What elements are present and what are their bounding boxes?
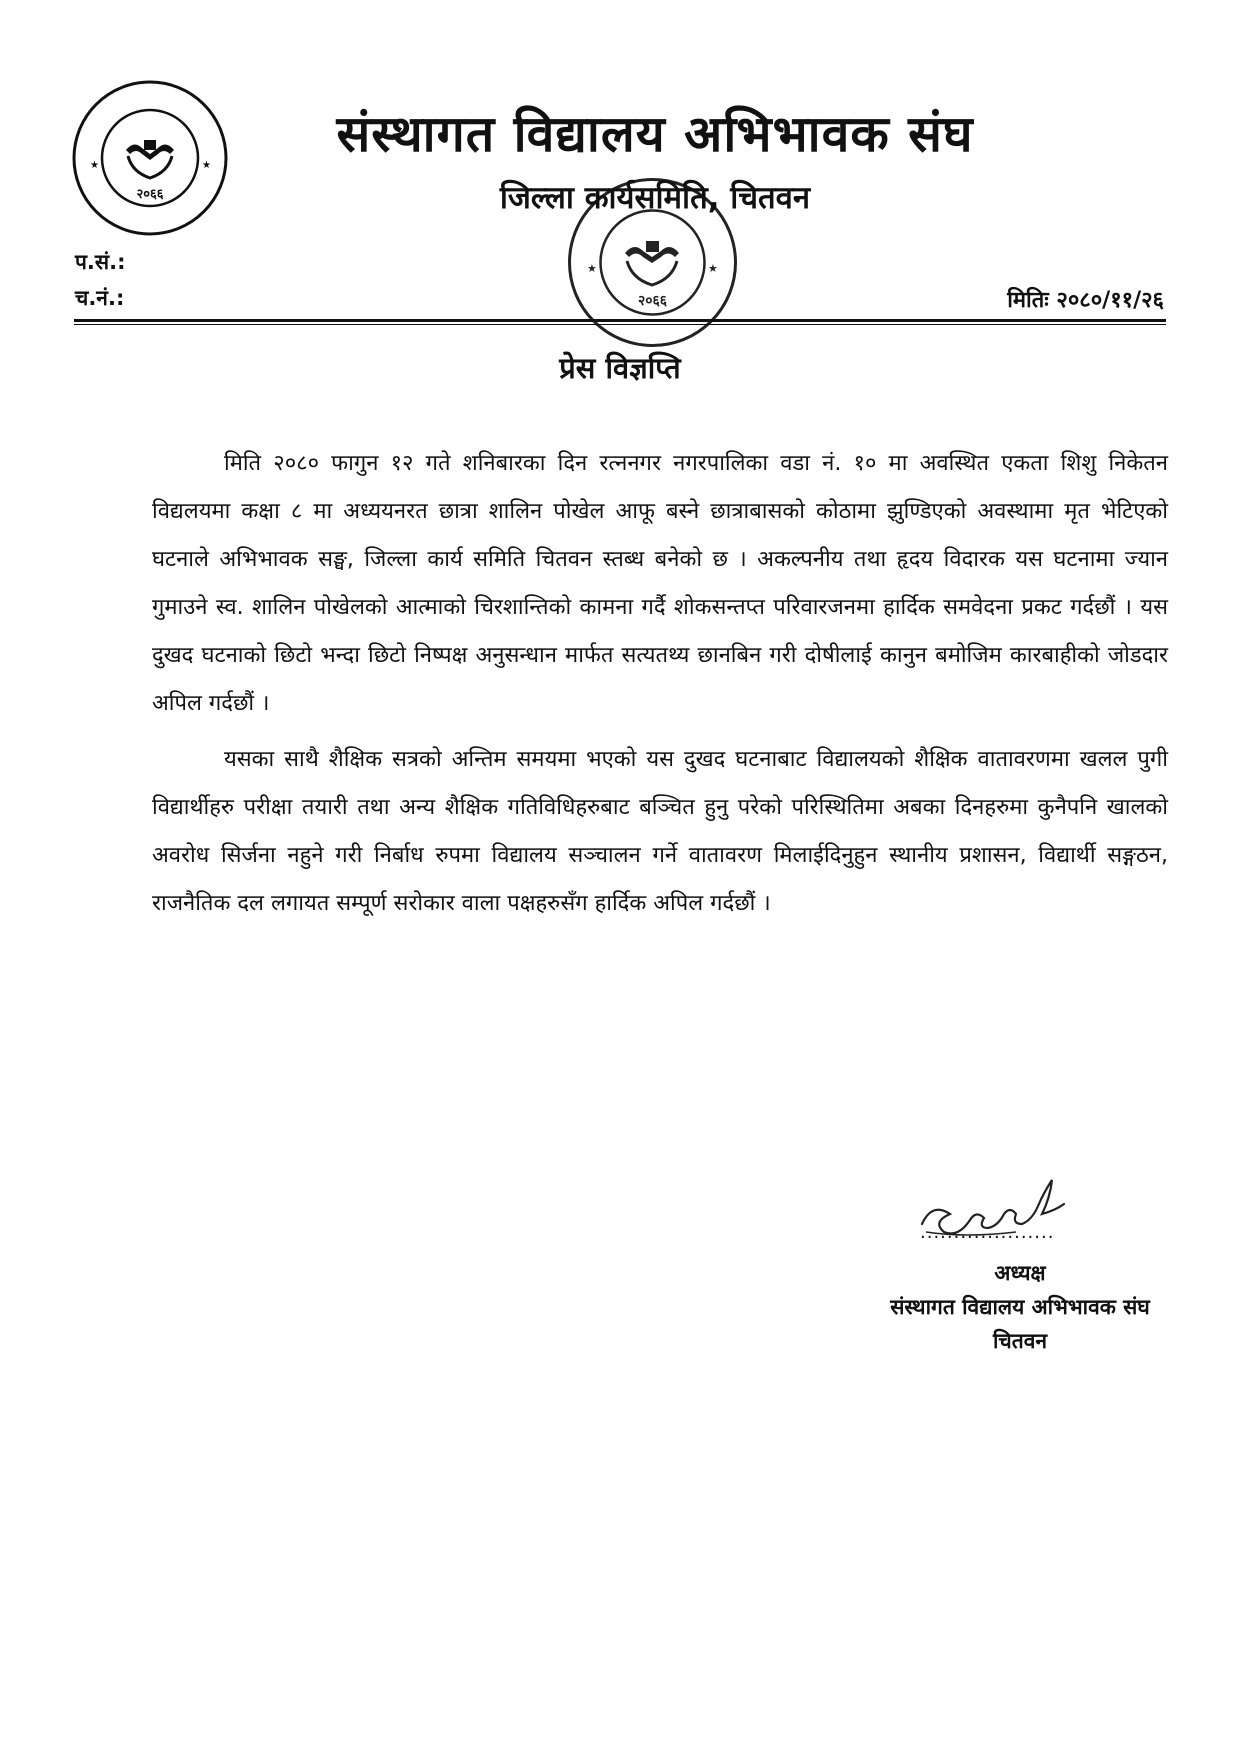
organization-logo bbox=[70, 78, 230, 238]
logo-year: २०६६ bbox=[136, 187, 164, 202]
header-divider-thin bbox=[74, 324, 1166, 325]
header-divider bbox=[74, 319, 1166, 322]
signature-line: .................... bbox=[920, 1222, 1055, 1243]
letter-date: मितिः २०८०/११/२६ bbox=[1007, 288, 1164, 313]
svg-text:★: ★ bbox=[90, 160, 99, 171]
document-title: प्रेस विज्ञप्ति bbox=[559, 351, 681, 385]
svg-text:★: ★ bbox=[587, 262, 597, 275]
svg-text:★: ★ bbox=[708, 262, 718, 275]
body-paragraph: मिति २०८० फागुन १२ गते शनिबारका दिन रत्ननगर नगरपालिका वडा नं. १० मा अवस्थित एकता शिशु निकेतन विद्यलयमा कक्षा ८ मा अध्ययनरत छात्रा शालिन पोखेल आफू बस्ने छात्राबासको कोठामा झुण्डिएको अवस्थामा मृत भेटिएको घटनाले अभिभावक सङ्घ, जिल्ला कार्य समिति चितवन स्तब्ध बनेको छ । अकल्पनीय तथा हृदय विदारक यस घटनामा ज्यान गुमाउने स्व. शालिन पोखेलको आत्माको चिरशान्तिको कामना गर्दै शोकसन्तप्त परिवारजनमा हार्दिक समवेदना प्रकट गर्दछौं । यस दुखद घटनाको छिटो भन्दा छिटो निष्पक्ष अनुसन्धान मार्फत सत्यतथ्य छानबिन गरी दोषीलाई कानुन बमोजिम कारबाहीको जोडदार अपिल गर्दछौं । bbox=[152, 451, 1168, 716]
stamp-year: २०६६ bbox=[637, 293, 668, 309]
organization-title: संस्थागत विद्यालय अभिभावक संघ bbox=[336, 105, 974, 163]
svg-text:★: ★ bbox=[202, 160, 211, 171]
letter-reference-number: प.सं.: bbox=[75, 250, 126, 274]
dispatch-number: च.नं.: bbox=[75, 286, 125, 310]
organization-subtitle: जिल्ला कार्यसमिति, चितवन bbox=[499, 180, 811, 216]
signatory-block bbox=[860, 1256, 1180, 1358]
body-paragraph: यसका साथै शैक्षिक सत्रको अन्तिम समयमा भएको यस दुखद घटनाबाट विद्यालयको शैक्षिक वातावरणमा खलल पुगी विद्यार्थीहरु परीक्षा तयारी तथा अन्य शैक्षिक गतिविधिहरुबाट बञ्चित हुनु परेको परिस्थितिमा अबका दिनहरुमा कुनैपनि खालको अवरोध सिर्जना नहुने गरी निर्बाध रुपमा विद्यालय सञ्चालन गर्ने वातावरण मिलाईदिनुहुन स्थानीय प्रशासन, विद्यार्थी सङ्गठन, राजनैतिक दल लगायत सम्पूर्ण सरोकार वाला पक्षहरुसँग हार्दिक अपिल गर्दछौं । bbox=[152, 747, 1168, 916]
press-release-body bbox=[152, 440, 1168, 936]
signatory-role: अध्यक्ष bbox=[994, 1261, 1046, 1285]
signatory-place: चितवन bbox=[992, 1329, 1048, 1353]
signatory-organization: संस्थागत विद्यालय अभिभावक संघ bbox=[890, 1295, 1150, 1319]
